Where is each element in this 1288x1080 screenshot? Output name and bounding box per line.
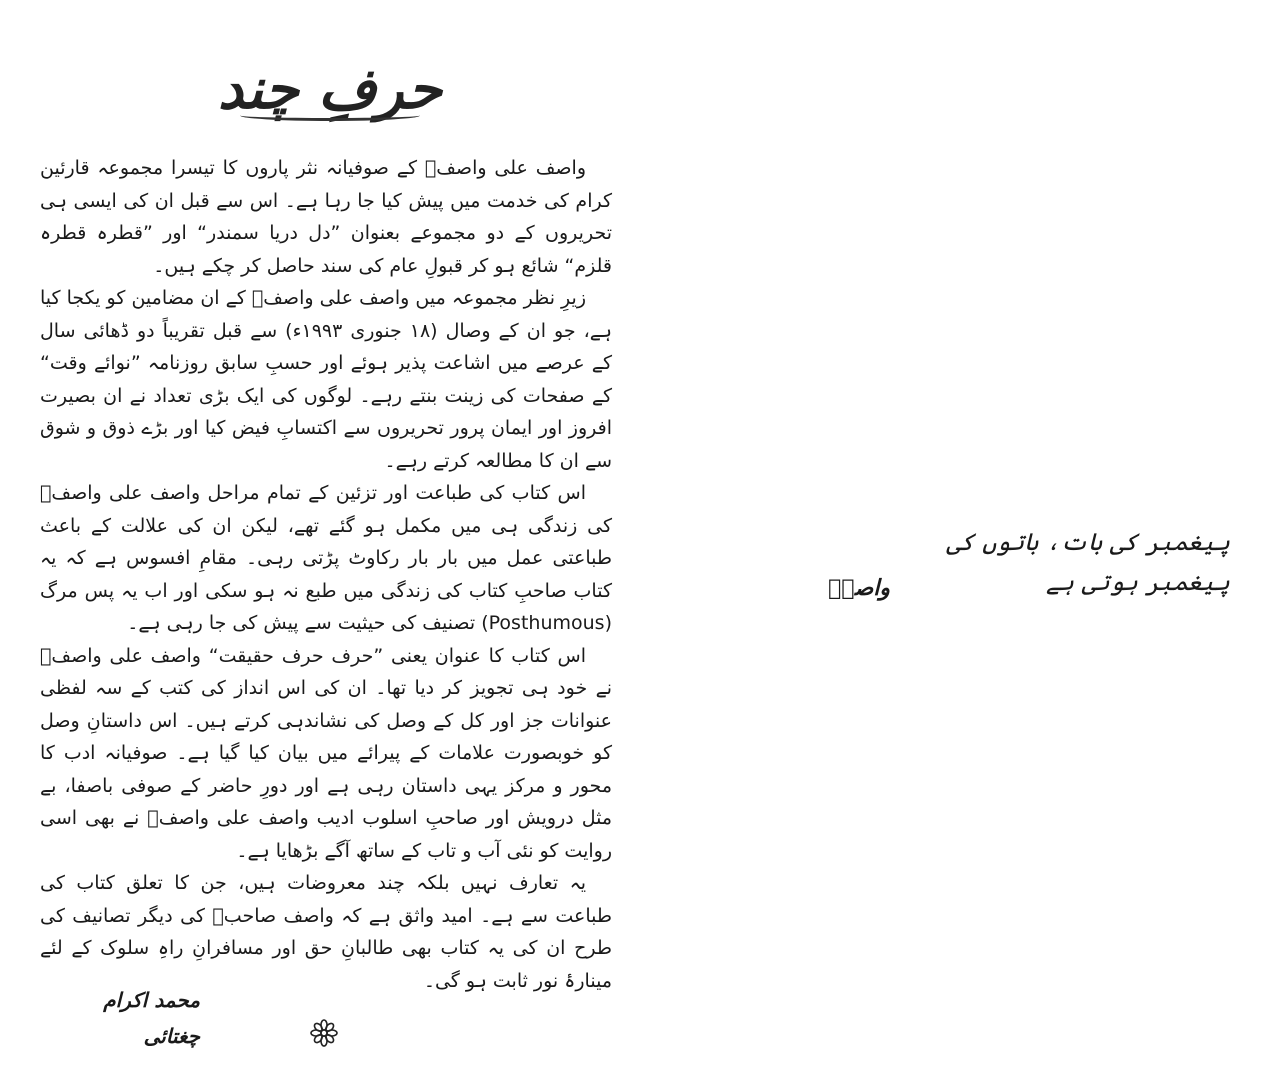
paragraph-2: زیرِ نظر مجموعہ میں واصف علی واصفؒ کے ان مضامین کو یکجا کیا ہے، جو ان کے وصال (۱۸ جنوری ۱۹۹۳ء) سے قبل تقریباً دو ڈھائی سال کے عرصے میں اشاعت پذیر ہوئے اور حسبِ سابق روزنامہ ”نوائے وقت“ کے صفحات کی زینت بنتے رہے۔ لوگوں کی ایک بڑی تعداد نے ان بصیرت افروز اور ایمان پرور تحریروں سے اکتسابِ فیض کیا اور بڑے ذوق و شوق سے ان کا مطالعہ کرتے رہے۔ [40, 287, 612, 472]
right-page [640, 0, 1288, 1080]
paragraph-5: یہ تعارف نہیں بلکہ چند معروضات ہیں، جن کا تعلق کتاب کی طباعت سے ہے۔ امید واثق ہے کہ واصف صاحبؒ کی دیگر تصانیف کی طرح ان کی یہ کتاب بھی طالبانِ حق اور مسافرانِ راہِ سلوک کے لئے مینارۂ نور ثابت ہو گی۔ [40, 872, 612, 992]
paragraph-4: اس کتاب کا عنوان یعنی ”حرف حرف حقیقت“ واصف علی واصفؒ نے خود ہی تجویز کر دیا تھا۔ ان کی اس انداز کی کتب کے سہ لفظی عنوانات جز اور کل کے وصل کی نشاندہی کرتے ہیں۔ اس داستانِ وصل کو خوبصورت علامات کے پیرائے میں بیان کیا گیا ہے۔ صوفیانہ ادب کا محور و مرکز یہی داستان رہی ہے اور دورِ حاضر کے صوفی باصفا، بے مثل درویش اور صاحبِ اسلوب ادیب واصف علی واصفؒ نے بھی اسی روایت کو نئی آب و تاب کے ساتھ آگے بڑھایا ہے۔ [40, 644, 612, 862]
author-signature: محمد اکرام چغتائی [103, 988, 200, 1048]
quote-author: واصفؒ [828, 575, 890, 601]
page-heading: حرفِ چند [218, 56, 442, 122]
floral-asterisk-icon [309, 1018, 339, 1048]
heading-flourish [240, 110, 420, 121]
paragraph-3: اس کتاب کی طباعت اور تزئین کے تمام مراحل واصف علی واصفؒ کی زندگی ہی میں مکمل ہو گئے تھے، لیکن ان کی علالت کے باعث طباعتی عمل میں بار بار رکاوٹ پڑتی رہی۔ مقامِ افسوس ہے کہ یہ کتاب صاحبِ کتاب کی زندگی میں طبع نہ ہو سکی اور اب یہ پس مرگ (Posthumous) تصنیف کی حیثیت سے پیش کی جا رہی ہے۔ [40, 482, 612, 634]
paragraph-1: واصف علی واصفؒ کے صوفیانہ نثر پاروں کا تیسرا مجموعہ قارئین کرام کی خدمت میں پیش کیا جا رہا ہے۔ اس سے قبل ان کی ایسی ہی تحریروں کے دو مجموعے بعنوان ”دل دریا سمندر“ اور ”قطرہ قطرہ قلزم“ شائع ہو کر قبولِ عام کی سند حاصل کر چکے ہیں۔ [40, 157, 612, 277]
left-page [0, 0, 640, 1080]
body-text [40, 152, 612, 997]
quote-text: پیغمبر کی بات، باتوں کی پیغمبر ہوتی ہے [946, 528, 1230, 596]
